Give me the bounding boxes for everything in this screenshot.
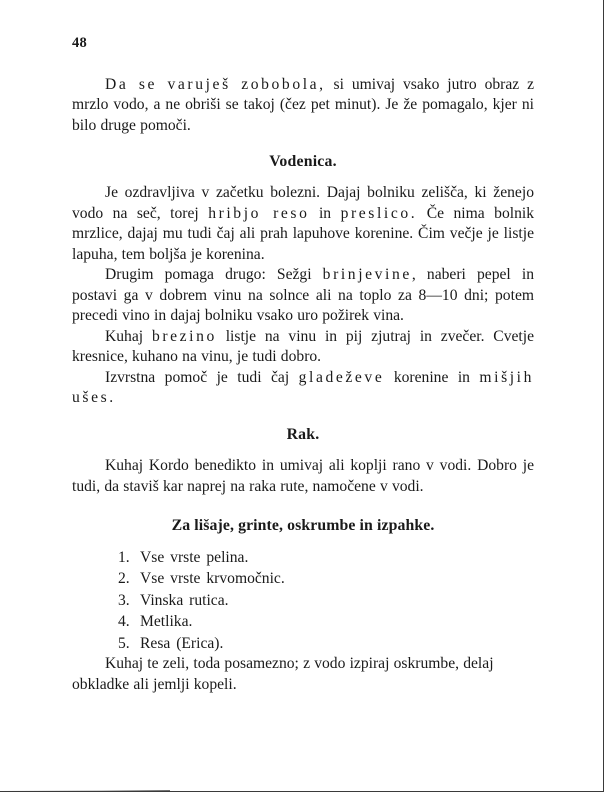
list-item-number: 5.: [118, 634, 130, 652]
vodenica-4-part2: korenine in: [384, 368, 480, 386]
emphasis-gladezeve: gladeževe: [298, 368, 385, 386]
list-item: [72, 568, 534, 590]
vodenica-3-part1: Kuhaj: [105, 327, 152, 345]
emphasis-brinjevine: brinjevine: [322, 266, 412, 284]
heading-lisaje: Za lišaje, grinte, oskrumbe in izpahke.: [171, 517, 435, 535]
list-item-number: 3.: [118, 591, 130, 609]
emphasis-preslico: preslico.: [340, 204, 418, 222]
emphasis-brezino: brezino: [151, 327, 217, 345]
paragraph-intro: [72, 75, 534, 137]
paragraph-vodenica-3: [72, 327, 534, 368]
paragraph-vodenica-1: [72, 183, 534, 265]
remedy-list: [72, 547, 534, 655]
page-edge-shadow: [0, 790, 170, 791]
vodenica-2-part1: Drugim pomaga drugo: Sežgi: [105, 266, 323, 284]
list-item: [72, 590, 534, 612]
emphasis-hribjo-reso: hribjo reso: [208, 204, 310, 222]
list-item: [72, 547, 534, 569]
page-number: 48: [72, 35, 88, 51]
list-item-number: 4.: [118, 613, 130, 631]
list-item-number: 2.: [118, 570, 130, 588]
list-item-label: Metlika.: [140, 613, 193, 631]
list-item-label: Vse vrste krvomočnic.: [140, 570, 285, 588]
vodenica-1-part2: in: [309, 204, 341, 222]
paragraph-closing: Kuhaj te zeli, toda posamezno; z vodo izpiraj oskrumbe, delaj obkladke ali jemlji kopeli.: [72, 655, 494, 693]
emphasis-zobobol: Da se varuješ zobobola,: [105, 75, 326, 93]
list-item-label: Vse vrste pelina.: [140, 548, 249, 566]
vodenica-2-part2: , naberi pepel in postavi ga v dobrem vinu na solnce ali na toplo za 8—10 dni; potem precedi vino in dajaj bolniku vsako uro požirek vina.: [72, 266, 534, 325]
vodenica-1-part3: Če nima bolnik mrzlice, dajaj mu tudi čaj ali prah lapuhove korenine. Čim večje je listje lapuha, tem boljša je korenina.: [72, 204, 535, 263]
list-item-number: 1.: [118, 548, 130, 566]
list-item-label: Vinska rutica.: [140, 591, 229, 609]
vodenica-1-part1: Je ozdravljiva v začetku bolezni. Dajaj bolniku zelišča, ki ženejo vodo na seč, torej: [72, 184, 534, 222]
paragraph-vodenica-2: [72, 265, 534, 327]
page-text-column: [72, 36, 534, 695]
list-item-label: Resa (Erica).: [140, 634, 224, 652]
vodenica-4-part1: Izvrstna pomoč je tudi čaj: [105, 368, 299, 386]
heading-rak: Rak.: [286, 425, 320, 443]
list-item: [72, 611, 534, 633]
paragraph-rak-1: Kuhaj Kordo benedikto in umivaj ali koplji rano v vodi. Dobro je tudi, da staviš kar naprej na raka rute, namočene v vodi.: [72, 457, 534, 495]
vodenica-3-part2: listje na vinu in pij zjutraj in zvečer. Cvetje kresnice, kuhano na vinu, je tudi dobro.: [72, 327, 535, 366]
heading-vodenica: Vodenica.: [269, 153, 337, 170]
list-item: [72, 633, 534, 655]
paragraph-intro-text: si umivaj vsako jutro obraz z mrzlo vodo, a ne obriši se takoj (čez pet minut). Je že pomagalo, kjer ni bilo druge pomoči.: [72, 75, 534, 134]
emphasis-misjih-uses: mišjih ušes.: [72, 368, 535, 407]
paragraph-vodenica-4: [72, 368, 534, 409]
